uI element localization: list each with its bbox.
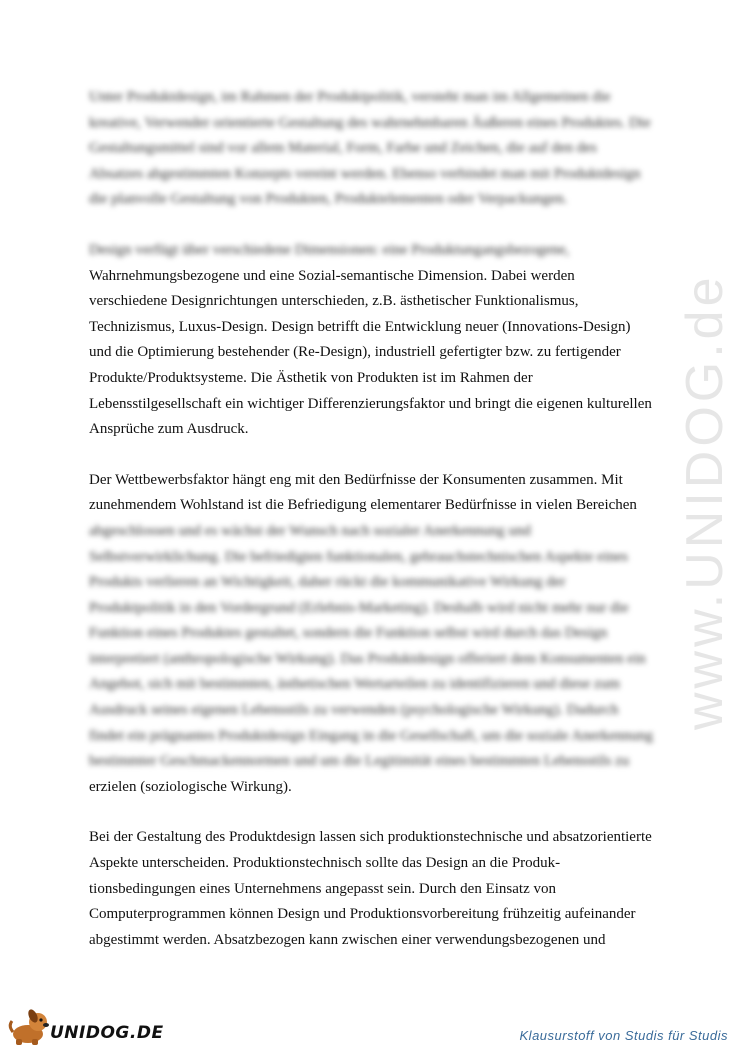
blurred-text-line: Gestaltungsmittel sind vor allem Material, Form, Farbe und Zeichen, die auf den des [89, 140, 597, 157]
text-line: Produkte/Produktsysteme. Die Ästhetik von Produkten ist im Rahmen der [89, 369, 533, 386]
text-line: erzielen (soziologische Wirkung). [89, 778, 292, 795]
blurred-text-line: findet ein prägnantes Produktdesign Eingang in die Gesellschaft, um die soziale Anerkennung [89, 727, 654, 744]
blurred-text-line: Unter Produktdesign, im Rahmen der Produktpolitik, versteht man im Allgemeinen die [89, 89, 611, 105]
blurred-text-line: abgeschlossen und es wächst der Wunsch nach sozialer Anerkennung und [89, 522, 531, 539]
text-line: Wahrnehmungsbezogene und eine Sozial-semantische Dimension. Dabei werden [89, 267, 575, 284]
paragraph [89, 468, 669, 801]
text-line: abgestimmt werden. Absatzbezogen kann zwischen einer verwendungsbezogenen und [89, 931, 606, 948]
paragraph [89, 85, 669, 213]
blurred-text-line: kreative, Verwender orientierte Gestaltung des wahrnehmbaren Äußeren eines Produktes. Die [89, 114, 651, 131]
watermark-text: www.UNIDOG.de [676, 273, 734, 730]
blurred-text-line: die planvolle Gestaltung von Produkten, Produktelementen oder Verpackungen. [89, 191, 568, 208]
blurred-text-line: Produktpolitik in den Vordergrund (Erlebnis-Marketing). Deshalb wird nicht mehr nur die [89, 599, 629, 616]
blurred-text-line: Ausdruck seines eigenen Lebensstils zu verwenden (psychologische Wirkung). Dadurch [89, 702, 619, 719]
text-line: Lebensstilgesellschaft ein wichtiger Differenzierungsfaktor und bringt die eigenen kulturellen [89, 395, 652, 412]
blurred-text-line: Angebot, sich mit bestimmten, ästhetischen Wertarteilen zu identifizieren und diese zum [89, 676, 620, 693]
blurred-text-line: Funktion eines Produktes gestaltet, sondern die Funktion selbst wird durch das Design [89, 625, 608, 642]
text-line: Aspekte unterscheiden. Produktionstechnisch sollte das Design an die Produk- [89, 855, 561, 872]
blurred-text-line: Absatzes abgestimmten Konzepts vereint werden. Ebenso verbindet man mit Produktdesign [89, 165, 641, 182]
text-line: Technizismus, Luxus-Design. Design betrifft die Entwicklung neuer (Innovations-Design) [89, 318, 631, 335]
text-line: verschiedene Designrichtungen unterschieden, z.B. ästhetischer Funktionalismus, [89, 293, 579, 310]
text-line: Ansprüche zum Ausdruck. [89, 421, 249, 438]
watermark [662, 250, 750, 750]
blurred-text-line: Produkts verlieren an Wichtigkeit, daher rückt die kommunikative Wirkung der [89, 574, 566, 591]
unidog-logo[interactable] [8, 1006, 168, 1046]
text-line: Der Wettbewerbsfaktor hängt eng mit den Bedürfnisse der Konsumenten zusammen. Mit [89, 471, 623, 488]
text-line: Computerprogrammen können Design und Produktionsvorbereitung frühzeitig aufeinander [89, 906, 636, 923]
blurred-text-line: interpretiert (anthropologische Wirkung). Das Produktdesign offeriert dem Konsumenten ein [89, 650, 646, 667]
text-line: und die Optimierung bestehender (Re-Design), industriell gefertigter bzw. zu fertigender [89, 344, 621, 361]
blurred-text-line: bestimmter Geschmackennormen und um die Legitimität eines bestimmten Lebensstils zu [89, 753, 630, 770]
dog-mascot-icon [8, 1006, 52, 1046]
paragraph [89, 825, 669, 953]
blurred-text-line: Design verfügt über verschiedene Dimensionen: eine Produktungangsbezogene, [89, 241, 570, 258]
text-line: zunehmendem Wohlstand ist die Befriedigung elementarer Bedürfnisse in vielen Bereichen [89, 497, 637, 514]
text-line: tionsbedingungen eines Unternehmens angepasst sein. Durch den Einsatz von [89, 880, 556, 897]
paragraph [89, 238, 669, 443]
document-body [89, 85, 669, 978]
logo-text: UNIDOG.DE [50, 1023, 164, 1043]
text-line: Bei der Gestaltung des Produktdesign lassen sich produktionstechnische und absatzorientierte [89, 829, 652, 846]
blurred-text-line: Selbstverwirklichung. Die befriedigten funktionalen, gebrauchstechnischen Aspekte eines [89, 548, 629, 565]
footer-tagline: Klausurstoff von Studis für Studis [519, 1028, 728, 1043]
